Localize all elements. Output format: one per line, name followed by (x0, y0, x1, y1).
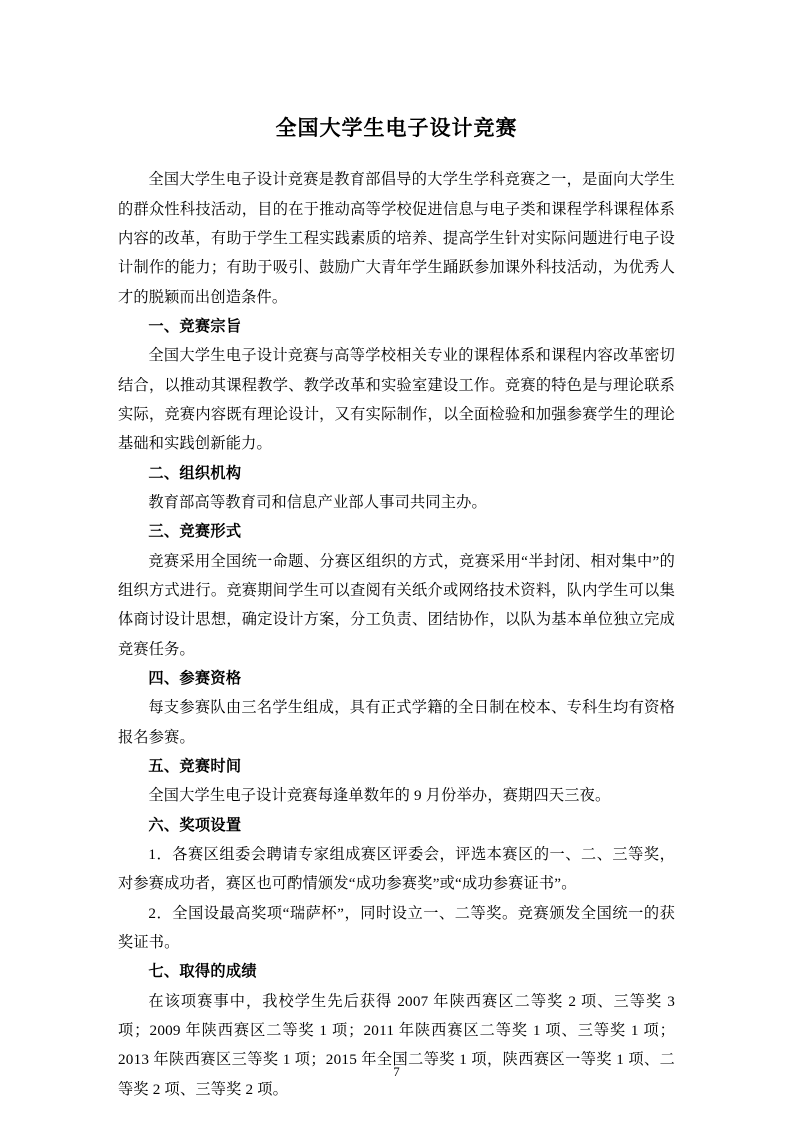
section-heading: 五、竞赛时间 (148, 757, 242, 775)
section-heading: 七、取得的成绩 (148, 963, 257, 981)
page-title: 全国大学生电子设计竞赛 (275, 117, 518, 140)
body-paragraph: 2．全国设最高奖项“瑞萨杯”，同时设立一、二等奖。竞赛颁发全国统一的获奖证书。 (118, 904, 675, 951)
section-heading: 四、参赛资格 (148, 669, 242, 687)
body-paragraph: 1．各赛区组委会聘请专家组成赛区评委会，评选本赛区的一、二、三等奖，对参赛成功者，赛区也可酌情颁发“成功参赛奖”或“成功参赛证书”。 (118, 845, 675, 893)
section-heading: 三、竞赛形式 (148, 523, 242, 541)
body-paragraph: 每支参赛队由三名学生组成，具有正式学籍的全日制在校本、专科生均有资格报名参赛。 (118, 699, 675, 746)
document-body (118, 165, 675, 1104)
body-paragraph: 教育部高等教育司和信息产业部人事司共同主办。 (148, 494, 487, 511)
body-paragraph: 在该项赛事中，我校学生先后获得 2007 年陕西赛区二等奖 2 项、三等奖 3 项；2009 年陕西赛区二等奖 1 项；2011 年陕西赛区二等奖 1 项、三等奖 1 项；2013 年陕西赛区三等奖 1 项；2015 年全国二等奖 1 项，陕西赛区一等奖 1 项、二等奖 2 项、三等奖 2 项。 (118, 992, 675, 1098)
section-heading: 六、奖项设置 (148, 816, 242, 834)
page-number: 7 (393, 1064, 400, 1079)
body-paragraph: 竞赛采用全国统一命题、分赛区组织的方式，竞赛采用“半封闭、相对集中”的组织方式进行。竞赛期间学生可以查阅有关纸介或网络技术资料，队内学生可以集体商讨设计思想，确定设计方案，分工负责、团结协作，以队为基本单位独立完成竞赛任务。 (118, 552, 675, 658)
body-paragraph: 全国大学生电子设计竞赛与高等学校相关专业的课程体系和课程内容改革密切结合，以推动其课程教学、教学改革和实验室建设工作。竞赛的特色是与理论联系实际，竞赛内容既有理论设计，又有实际制作，以全面检验和加强参赛学生的理论基础和实践创新能力。 (118, 347, 675, 453)
body-paragraph: 全国大学生电子设计竞赛每逢单数年的 9 月份举办，赛期四天三夜。 (148, 787, 611, 805)
body-paragraph: 全国大学生电子设计竞赛是教育部倡导的大学生学科竞赛之一，是面向大学生的群众性科技活动，目的在于推动高等学校促进信息与电子类和课程学科课程体系内容的改革，有助于学生工程实践素质的培养、提高学生针对实际问题进行电子设计制作的能力；有助于吸引、鼓励广大青年学生踊跃参加课外科技活动，为优秀人才的脱颖而出创造条件。 (118, 171, 675, 306)
section-heading: 一、竞赛宗旨 (148, 318, 242, 336)
section-heading: 二、组织机构 (148, 464, 242, 482)
